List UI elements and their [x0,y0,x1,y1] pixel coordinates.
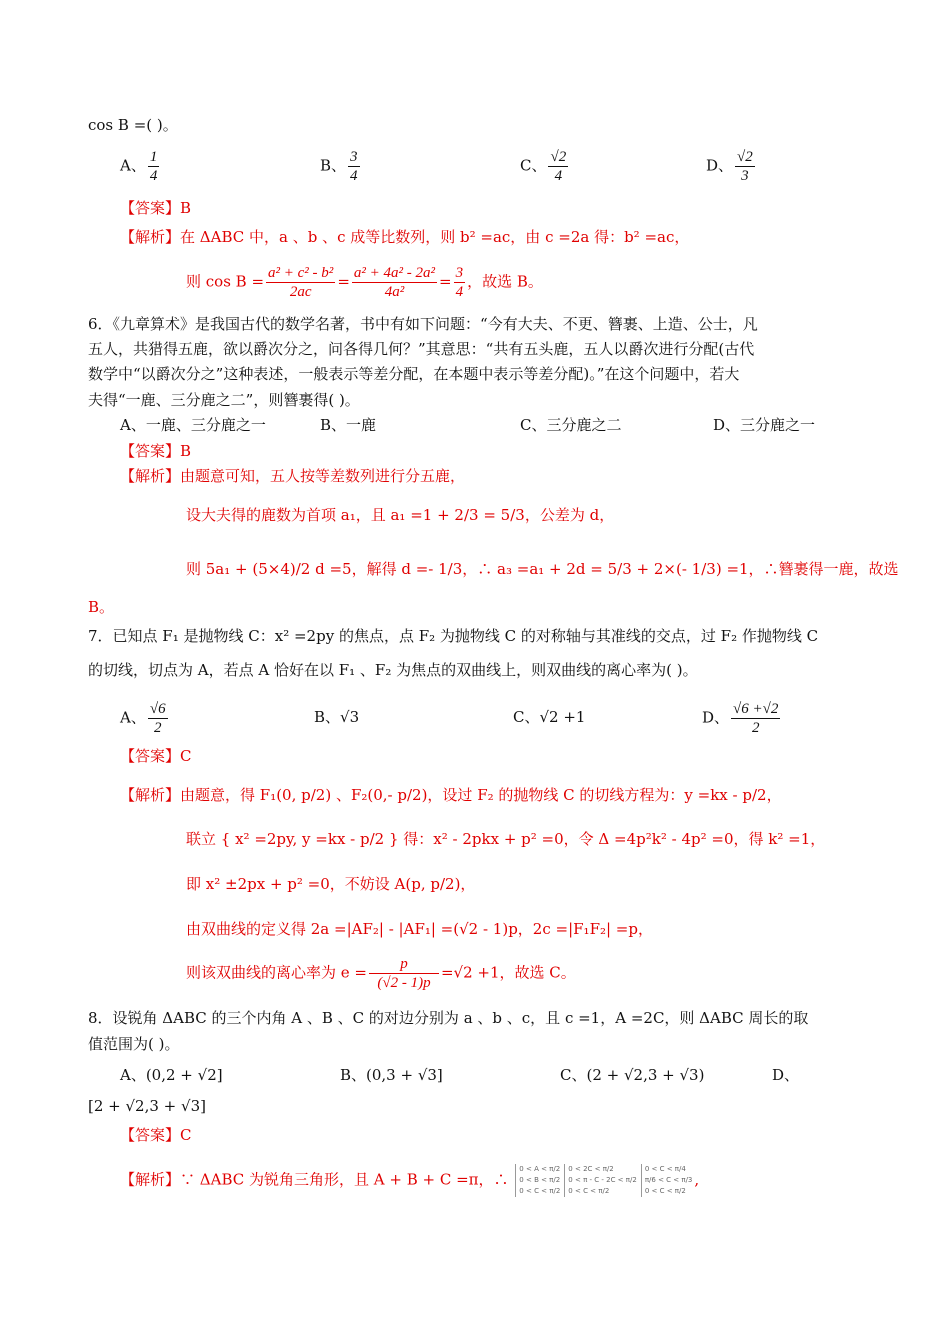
q6-line-3: 数学中“以爵次分之”这种表述，一般表示等差分配，在本题中表示等差分配)。”在这个问题中，若大 [88,365,740,383]
q5-option-d [706,148,757,185]
q6-option-d: D、三分鹿之一 [713,416,816,434]
q7-analysis-5-num: p [369,955,439,974]
q8-system-1 [515,1164,560,1197]
q8-system-1-row-3: 0 < C < π/2 [519,1187,561,1195]
q5-option-d-num: √2 [737,149,753,165]
q7-option-c: C、√2 +1 [513,708,586,726]
q8-system-3-row-1: 0 < C < π/4 [644,1165,686,1173]
q7-analysis-tag: 【解析】 [120,786,181,804]
q8-system-3-row-2: π/6 < C < π/3 [644,1176,693,1184]
q5-analysis-tag: 【解析】 [120,228,181,246]
q7-option-a-label: A、 [120,708,146,727]
q5-analysis-f3-den: 4 [455,284,464,300]
q8-system-1-row-1: 0 < A < π/2 [519,1165,561,1173]
q7-line-2: 的切线，切点为 A，若点 A 恰好在以 F₁ 、F₂ 为焦点的双曲线上，则双曲线的离心率为( )。 [88,661,698,679]
q6-option-c: C、三分鹿之二 [520,416,622,434]
q8-system-1-row-2: 0 < B < π/2 [519,1176,561,1184]
q7-option-a-num: √6 [149,701,166,717]
q7-option-b: B、√3 [314,708,360,726]
q7-option-d-label: D、 [702,708,730,727]
q7-analysis-line-1 [120,783,782,807]
q5-option-a-den: 4 [149,168,158,184]
q7-line-1: 7．已知点 F₁ 是抛物线 C：x² =2py 的焦点，点 F₂ 为抛物线 C 的对称轴与其准线的交点，过 F₂ 作抛物线 C [88,627,819,645]
q5-analysis-fraction-3 [454,264,466,301]
q5-analysis-f1-num: a² + c² - b² [268,265,334,281]
q5-option-c-label: C、 [520,156,547,175]
q5-stem: cos B =( )。 [88,116,178,134]
q8-system-3-row-3: 0 < C < π/2 [644,1187,686,1195]
q8-system-3 [641,1164,693,1197]
q5-analysis-2-suffix: ，故选 B。 [467,272,543,291]
q7-analysis-fraction [369,955,439,992]
q7-option-a [120,700,170,737]
q5-analysis-fraction-2 [352,264,437,301]
q6-line-4: 夫得“一鹿、三分鹿之二”，则簪裹得( )。 [88,391,360,409]
q5-analysis-text-1: 在 ΔABC 中，a 、b 、c 成等比数列，则 b² =ac，由 c =2a 得：b² =ac， [180,228,690,246]
q6-analysis-tag: 【解析】 [120,467,181,485]
q7-analysis-5-suffix: =√2 +1，故选 C。 [440,963,576,982]
q5-analysis-line-2: 则 cos B = $\frac{\text{a² + c² - b²}}{2ac}$ = $\frac{\text{a² + 4a² - 2a²}}{\text{4a²}}$ = $\frac{3}{4}$ ，故选 B。 [186,265,543,300]
q8-line-1: 8．设锐角 ΔABC 的三个内角 A 、B 、C 的对边分别为 a 、b 、c，且 c =1，A =2C，则 ΔABC 周长的取 [88,1009,809,1027]
q5-option-c [520,148,570,185]
q7-option-a-den: 2 [153,720,162,736]
q8-system-2-row-1: 0 < 2C < π/2 [568,1165,614,1173]
q5-analysis-f3-num: 3 [455,265,464,281]
q5-option-c-num: √2 [550,149,567,165]
q5-option-c-den: 4 [554,168,563,184]
q7-answer-tag: 【答案】C [120,747,192,765]
q5-analysis-f1-den: 2ac [289,284,312,300]
q5-option-b-num: 3 [350,149,358,165]
q7-analysis-line-5 [186,955,576,992]
q5-analysis-line-1 [120,225,689,249]
q6-analysis-line-2: 设大夫得的鹿数为首项 a₁，且 a₁ =1 + 2/3 = 5/3，公差为 d， [186,506,615,524]
q6-line-1: 6．《九章算术》是我国古代的数学名著，书中有如下问题：“今有大夫、不更、簪裹、上造、公士，凡 [88,315,758,333]
q8-option-c: C、(2 + √2,3 + √3) [560,1066,705,1084]
q8-line-2: 值范围为( )。 [88,1035,180,1053]
q7-analysis-line-2: 联立 { x² =2py, y =kx - p/2 } 得：x² - 2pkx + p² =0，令 Δ =4p²k² - 4p² =0，得 k² =1， [186,830,826,848]
q8-system-2-row-2: 0 < π - C - 2C < π/2 [568,1176,637,1184]
q6-analysis-line-3: 则 5a₁ + (5×4)/2 d =5，解得 d =- 1/3，∴ a₃ =a₁ + 2d = 5/3 + 2×(- 1/3) =1，∴簪裹得一鹿，故选 [186,560,899,578]
q7-analysis-text-1: 由题意，得 F₁(0, p/2) 、F₂(0,- p/2)，设过 F₂ 的抛物线 C 的切线方程为：y =kx - p/2， [180,786,782,804]
q5-option-d-label: D、 [706,156,734,175]
q6-answer-tag: 【答案】B [120,442,192,460]
q8-analysis-tag: 【解析】 [120,1170,181,1189]
q5-analysis-f2-den: 4a² [384,284,405,300]
q8-option-a: A、(0,2 + √2] [120,1066,223,1084]
q5-analysis-fraction-1 [266,264,335,301]
q5-option-a-fraction [148,148,160,185]
q7-option-d-den: 2 [751,720,760,736]
q5-option-d-fraction [735,148,755,185]
q5-option-b-label: B、 [320,156,347,175]
q5-option-a [120,148,161,185]
q5-option-b-den: 4 [350,168,358,184]
q7-analysis-5-den: (√2 - 1)p [377,975,431,991]
q8-analysis-text-1: ∵ ΔABC 为锐角三角形，且 A + B + C =π，∴ [180,1170,509,1189]
q8-system-2 [564,1164,637,1197]
q6-line-2: 五人，共猎得五鹿，欲以爵次分之，问各得几何？”其意思：“共有五头鹿，五人以爵次进行分配(古代 [88,340,755,358]
q8-system-2-row-3: 0 < C < π/2 [568,1187,610,1195]
q7-analysis-line-3: 即 x² ±2px + p² =0，不妨设 A(p, p/2)， [186,875,476,893]
q8-option-b: B、(0,3 + √3] [340,1066,443,1084]
q5-option-b-fraction [348,148,360,185]
q8-analysis-line-1 [120,1164,699,1197]
q6-option-b: B、一鹿 [320,416,377,434]
q7-option-d-num: √6 +√2 [733,701,779,717]
q7-analysis-5-prefix: 则该双曲线的离心率为 e = [186,963,367,982]
q5-option-c-fraction [548,148,568,185]
q6-analysis-text-1: 由题意可知，五人按等差数列进行分五鹿， [180,467,466,485]
q7-option-a-fraction [148,700,168,737]
q5-analysis-f2-num: a² + 4a² - 2a² [353,265,435,281]
q5-option-a-num: 1 [149,149,158,165]
q6-analysis-line-4: B。 [88,598,115,616]
q5-option-b [320,148,362,185]
q5-option-a-label: A、 [120,156,146,175]
q5-analysis-2-prefix: 则 cos B = [186,272,265,291]
q8-answer-tag: 【答案】C [120,1126,192,1144]
q7-option-d [702,700,782,737]
q8-analysis-comma: , [694,1170,700,1189]
q6-analysis-line-1 [120,464,465,488]
q7-option-d-fraction [731,700,780,737]
q6-option-a: A、一鹿、三分鹿之一 [120,416,266,434]
q7-analysis-line-4: 由双曲线的定义得 2a =|AF₂| - |AF₁| =(√2 - 1)p，2c =|F₁F₂| =p， [186,920,653,938]
q8-option-d-continued: [2 + √2,3 + √3] [88,1097,206,1115]
q5-answer-tag: 【答案】B [120,199,192,217]
q5-option-d-den: 3 [741,168,749,184]
q8-option-d: D、 [772,1066,800,1084]
